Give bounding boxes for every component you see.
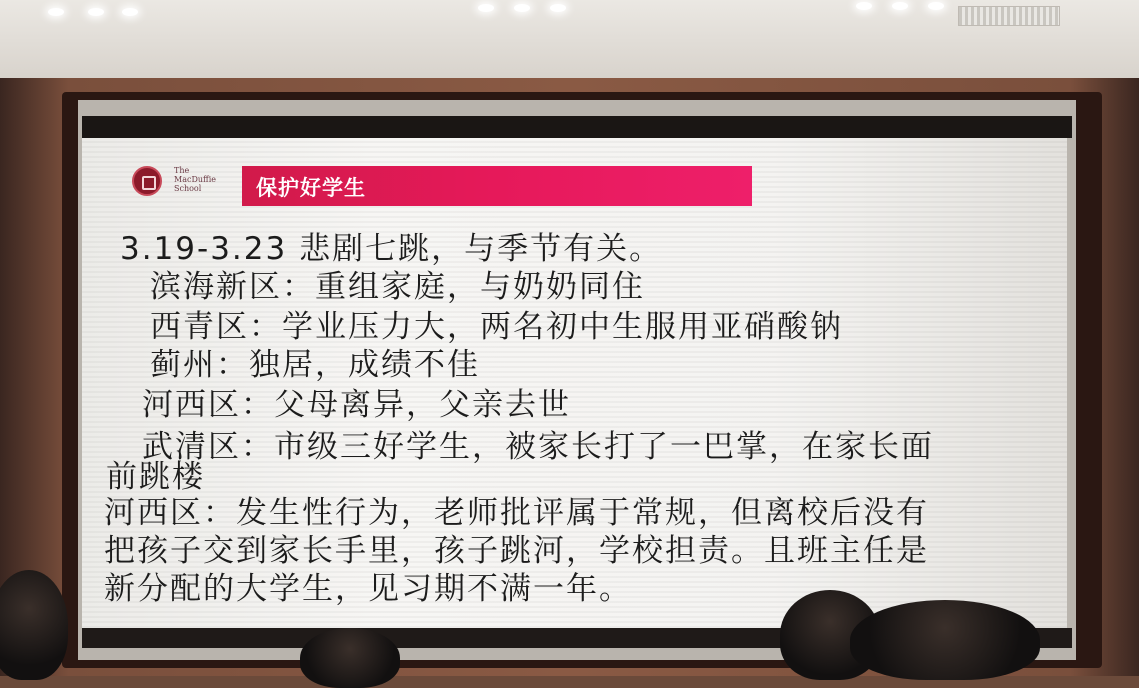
slide-line: 3.19-3.23 悲剧七跳，与季节有关。 xyxy=(120,231,663,267)
slide-line: 河西区：发生性行为，老师批评属于常规，但离校后没有 xyxy=(104,495,929,531)
ceiling-light xyxy=(48,8,64,16)
ceiling-light xyxy=(892,2,908,10)
presentation-slide xyxy=(82,138,1067,628)
ceiling-light xyxy=(478,4,494,12)
logo-line: School xyxy=(174,184,202,193)
audience-head xyxy=(300,628,400,688)
slide-line: 河西区：父母离异，父亲去世 xyxy=(142,387,571,423)
ceiling-light xyxy=(122,8,138,16)
ceiling xyxy=(0,0,1139,78)
school-logo-icon xyxy=(132,166,162,196)
ceiling-light xyxy=(550,4,566,12)
slide-line: 蓟州：独居，成绩不佳 xyxy=(150,347,480,383)
school-logo-text xyxy=(174,166,234,193)
ceiling-light xyxy=(928,2,944,10)
slide-title: 保护好学生 xyxy=(256,176,366,200)
slide-line: 滨海新区：重组家庭，与奶奶同住 xyxy=(150,269,645,305)
logo-line: The xyxy=(174,166,190,175)
air-vent xyxy=(958,6,1060,26)
ceiling-light xyxy=(514,4,530,12)
slide-line: 西青区：学业压力大，两名初中生服用亚硝酸钠 xyxy=(150,309,843,345)
screen-top-band xyxy=(82,116,1072,138)
ceiling-light xyxy=(88,8,104,16)
slide-line: 新分配的大学生，见习期不满一年。 xyxy=(104,571,632,607)
slide-line: 把孩子交到家长手里，孩子跳河，学校担责。且班主任是 xyxy=(104,533,929,569)
logo-line: MacDuffie xyxy=(174,175,216,184)
slide-line: 武清区：市级三好学生，被家长打了一巴掌，在家长面 xyxy=(142,429,934,465)
audience-head xyxy=(850,600,1040,680)
slide-line: 前跳楼 xyxy=(106,459,205,495)
ceiling-light xyxy=(856,2,872,10)
slide-title-bar xyxy=(242,166,752,206)
